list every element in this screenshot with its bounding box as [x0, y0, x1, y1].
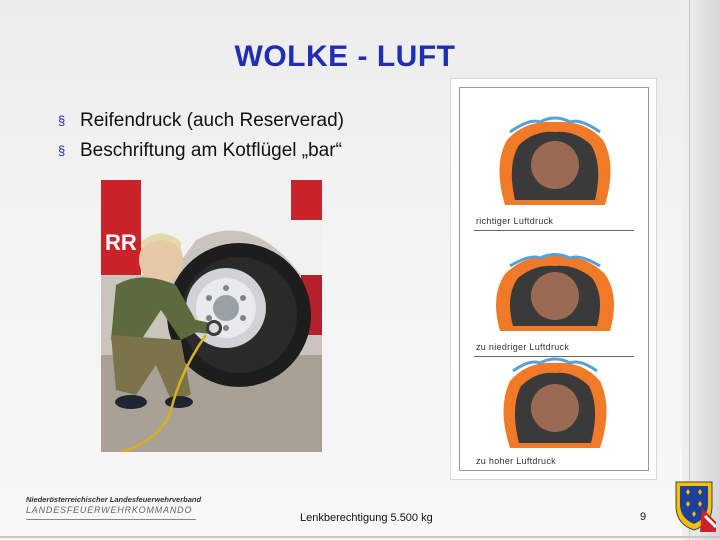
diagram-label-correct: richtiger Luftdruck	[476, 216, 554, 226]
tire-pressure-photo	[101, 180, 322, 452]
page-number: 9	[640, 511, 647, 523]
footer-org-name: Niederösterreichischer Landesfeuerwehrverband	[26, 495, 202, 504]
bullet-marker: §	[58, 113, 66, 128]
tire-correct-icon	[485, 110, 625, 220]
bullet-item	[58, 136, 344, 166]
coat-of-arms-icon	[672, 476, 716, 532]
diagram-label-low: zu niedriger Luftdruck	[476, 342, 570, 352]
slide-title: WOLKE - LUFT	[234, 40, 456, 73]
bullet-text: Beschriftung am Kotflügel „bar“	[80, 140, 342, 161]
tire-underinflated-icon	[485, 236, 625, 346]
tire-pressure-diagram	[450, 78, 657, 480]
right-decor-line	[689, 0, 690, 540]
diagram-frame	[459, 87, 649, 471]
bullet-list	[58, 106, 344, 166]
bottom-divider	[0, 536, 720, 538]
diagram-rule	[474, 230, 634, 231]
footer-divider	[26, 519, 196, 520]
tire-overinflated-icon	[485, 353, 625, 463]
diagram-label-high: zu hoher Luftdruck	[476, 456, 556, 466]
bullet-text: Reifendruck (auch Reserverad)	[80, 110, 345, 131]
bullet-marker: §	[58, 143, 66, 158]
bullet-item	[58, 106, 344, 136]
footer-center-text: Lenkberechtigung 5.500 kg	[300, 512, 433, 524]
truck-lettering: RR	[105, 230, 137, 255]
right-decor-band	[682, 0, 720, 540]
footer-org-subtitle: LANDESFEUERWEHRKOMMANDO	[26, 505, 193, 515]
